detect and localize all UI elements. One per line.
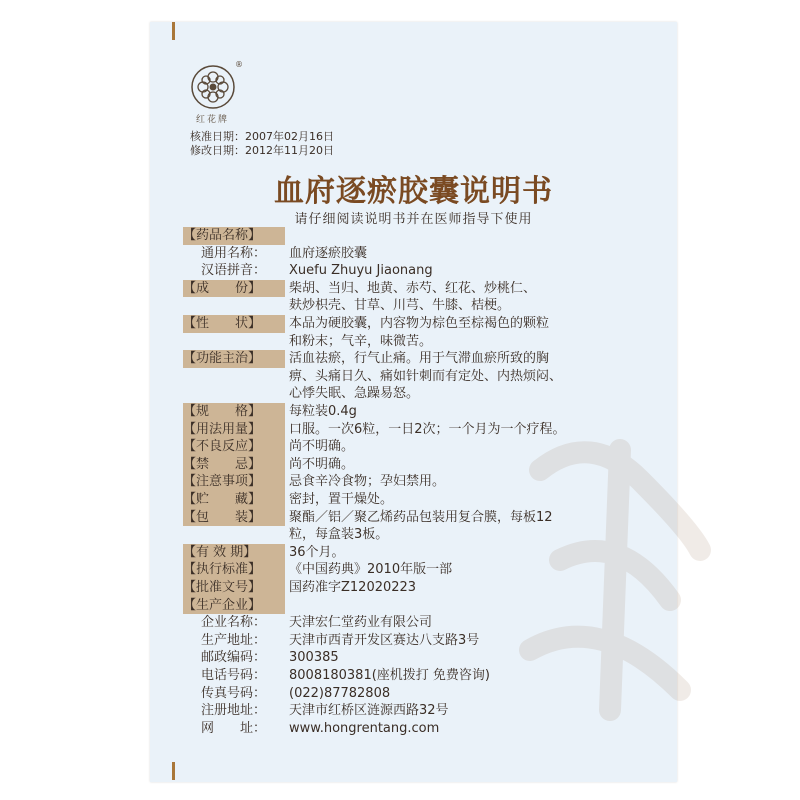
field-label: 汉语拼音： [201,263,267,279]
field-row [183,720,673,738]
field-row [183,526,673,544]
field-value: 口服。一次6粒，一日2次；一个月为一个疗程。 [289,421,566,437]
field-value: 粒，每盒装3板。 [289,527,389,543]
field-row [183,456,673,474]
field-row [183,509,673,527]
field-row [183,473,673,491]
field-label: 【规 格】 [183,403,285,421]
field-value: 8008180381(座机拨打 免费咨询) [289,668,490,683]
field-value: 聚酯／铝／聚乙烯药品包装用复合膜，每板12 [289,509,553,525]
field-row [183,227,673,245]
field-row [183,245,673,263]
field-label: 【用法用量】 [183,421,285,439]
field-row [183,280,673,298]
field-label: 电话号码： [201,668,267,683]
field-row [183,561,673,579]
field-value: 《中国药典》2010年版一部 [289,562,453,578]
field-label: 邮政编码： [201,650,267,666]
field-label: 【贮 藏】 [183,491,285,509]
document-title: 血府逐瘀胶囊说明书 [274,174,553,209]
field-row [183,649,673,667]
field-label [183,385,285,403]
field-row [183,667,673,685]
field-row [183,333,673,351]
registered-mark: ® [235,60,243,69]
field-label: 【生产企业】 [183,597,285,615]
field-label [183,368,285,386]
field-row [183,614,673,632]
field-label: 网 址： [201,720,267,736]
field-row [183,262,673,280]
field-label: 通用名称： [201,245,267,261]
field-value: 国药准字Z12020223 [289,580,417,595]
revision-date: 修改日期：2012年11月20日 [190,144,334,157]
field-value [285,227,673,245]
field-row [183,491,673,509]
field-value: Xuefu Zhuyu Jiaonang [289,263,433,279]
field-label: 【批准文号】 [183,579,285,597]
logo-text: 红花牌 [196,115,230,125]
field-value: 300385 [289,650,339,666]
field-label: 传真号码： [201,685,267,701]
field-label: 生产地址： [201,632,267,648]
field-row [183,544,673,562]
field-value: 尚不明确。 [289,439,355,455]
field-label: 【有 效 期】 [183,544,285,562]
field-label: 【功能主治】 [183,350,285,368]
field-row [183,368,673,386]
field-value: 天津宏仁堂药业有限公司 [289,615,433,631]
field-row [183,438,673,456]
field-value: 本品为硬胶囊，内容物为棕色至棕褐色的颗粒 [289,316,550,331]
field-label [183,297,285,315]
field-row [183,685,673,703]
field-label [183,333,285,351]
field-value: 心悸失眠、急躁易怒。 [289,386,420,402]
field-value: 柴胡、当归、地黄、赤芍、红花、炒桃仁、 [289,280,537,296]
field-label: 【注意事项】 [183,473,285,491]
field-label: 【包 装】 [183,509,285,527]
field-value: 忌食辛冷食物；孕妇禁用。 [289,474,446,490]
field-row [183,403,673,421]
approval-date: 核准日期：2007年02月16日 [190,130,334,143]
field-value: 天津市红桥区涟源西路32号 [289,703,449,719]
top-edge-mark [172,22,175,40]
field-label: 【药品名称】 [183,227,285,245]
field-label: 注册地址： [201,703,267,719]
field-row [183,385,673,403]
field-label: 【成 份】 [183,280,285,298]
field-row [183,315,673,333]
bottom-edge-mark [172,762,175,780]
brand-logo-icon [190,64,236,110]
field-row [183,579,673,597]
document-subtitle: 请仔细阅读说明书并在医师指导下使用 [294,212,533,227]
field-row [183,350,673,368]
field-label: 【性 状】 [183,315,285,333]
field-row [183,421,673,439]
field-value: (022)87782808 [289,685,391,701]
field-value: 痹、头痛日久、痛如针刺而有定处、内热烦闷、 [289,368,563,384]
field-value: 天津市西青开发区赛达八支路3号 [289,632,480,648]
field-value: 每粒装0.4g [289,404,357,419]
field-value: 36个月。 [289,544,345,560]
field-value: 麸炒枳壳、甘草、川芎、牛膝、桔梗。 [289,298,511,314]
field-value: www.hongrentang.com [289,720,440,736]
field-label: 【执行标准】 [183,561,285,579]
field-value: 血府逐瘀胶囊 [289,245,368,261]
field-row [183,632,673,650]
field-value: 尚不明确。 [289,456,355,472]
field-label: 【禁 忌】 [183,456,285,474]
field-row [183,297,673,315]
field-label: 【不良反应】 [183,438,285,456]
field-label: 企业名称： [201,615,267,631]
field-value: 密封，置干燥处。 [289,492,394,507]
field-value [285,597,673,615]
field-value: 活血祛瘀，行气止痛。用于气滞血瘀所致的胸 [289,351,550,367]
field-row [183,597,673,615]
field-label [183,526,285,544]
field-row [183,702,673,720]
field-value: 和粉末；气辛，味微苦。 [289,333,433,349]
